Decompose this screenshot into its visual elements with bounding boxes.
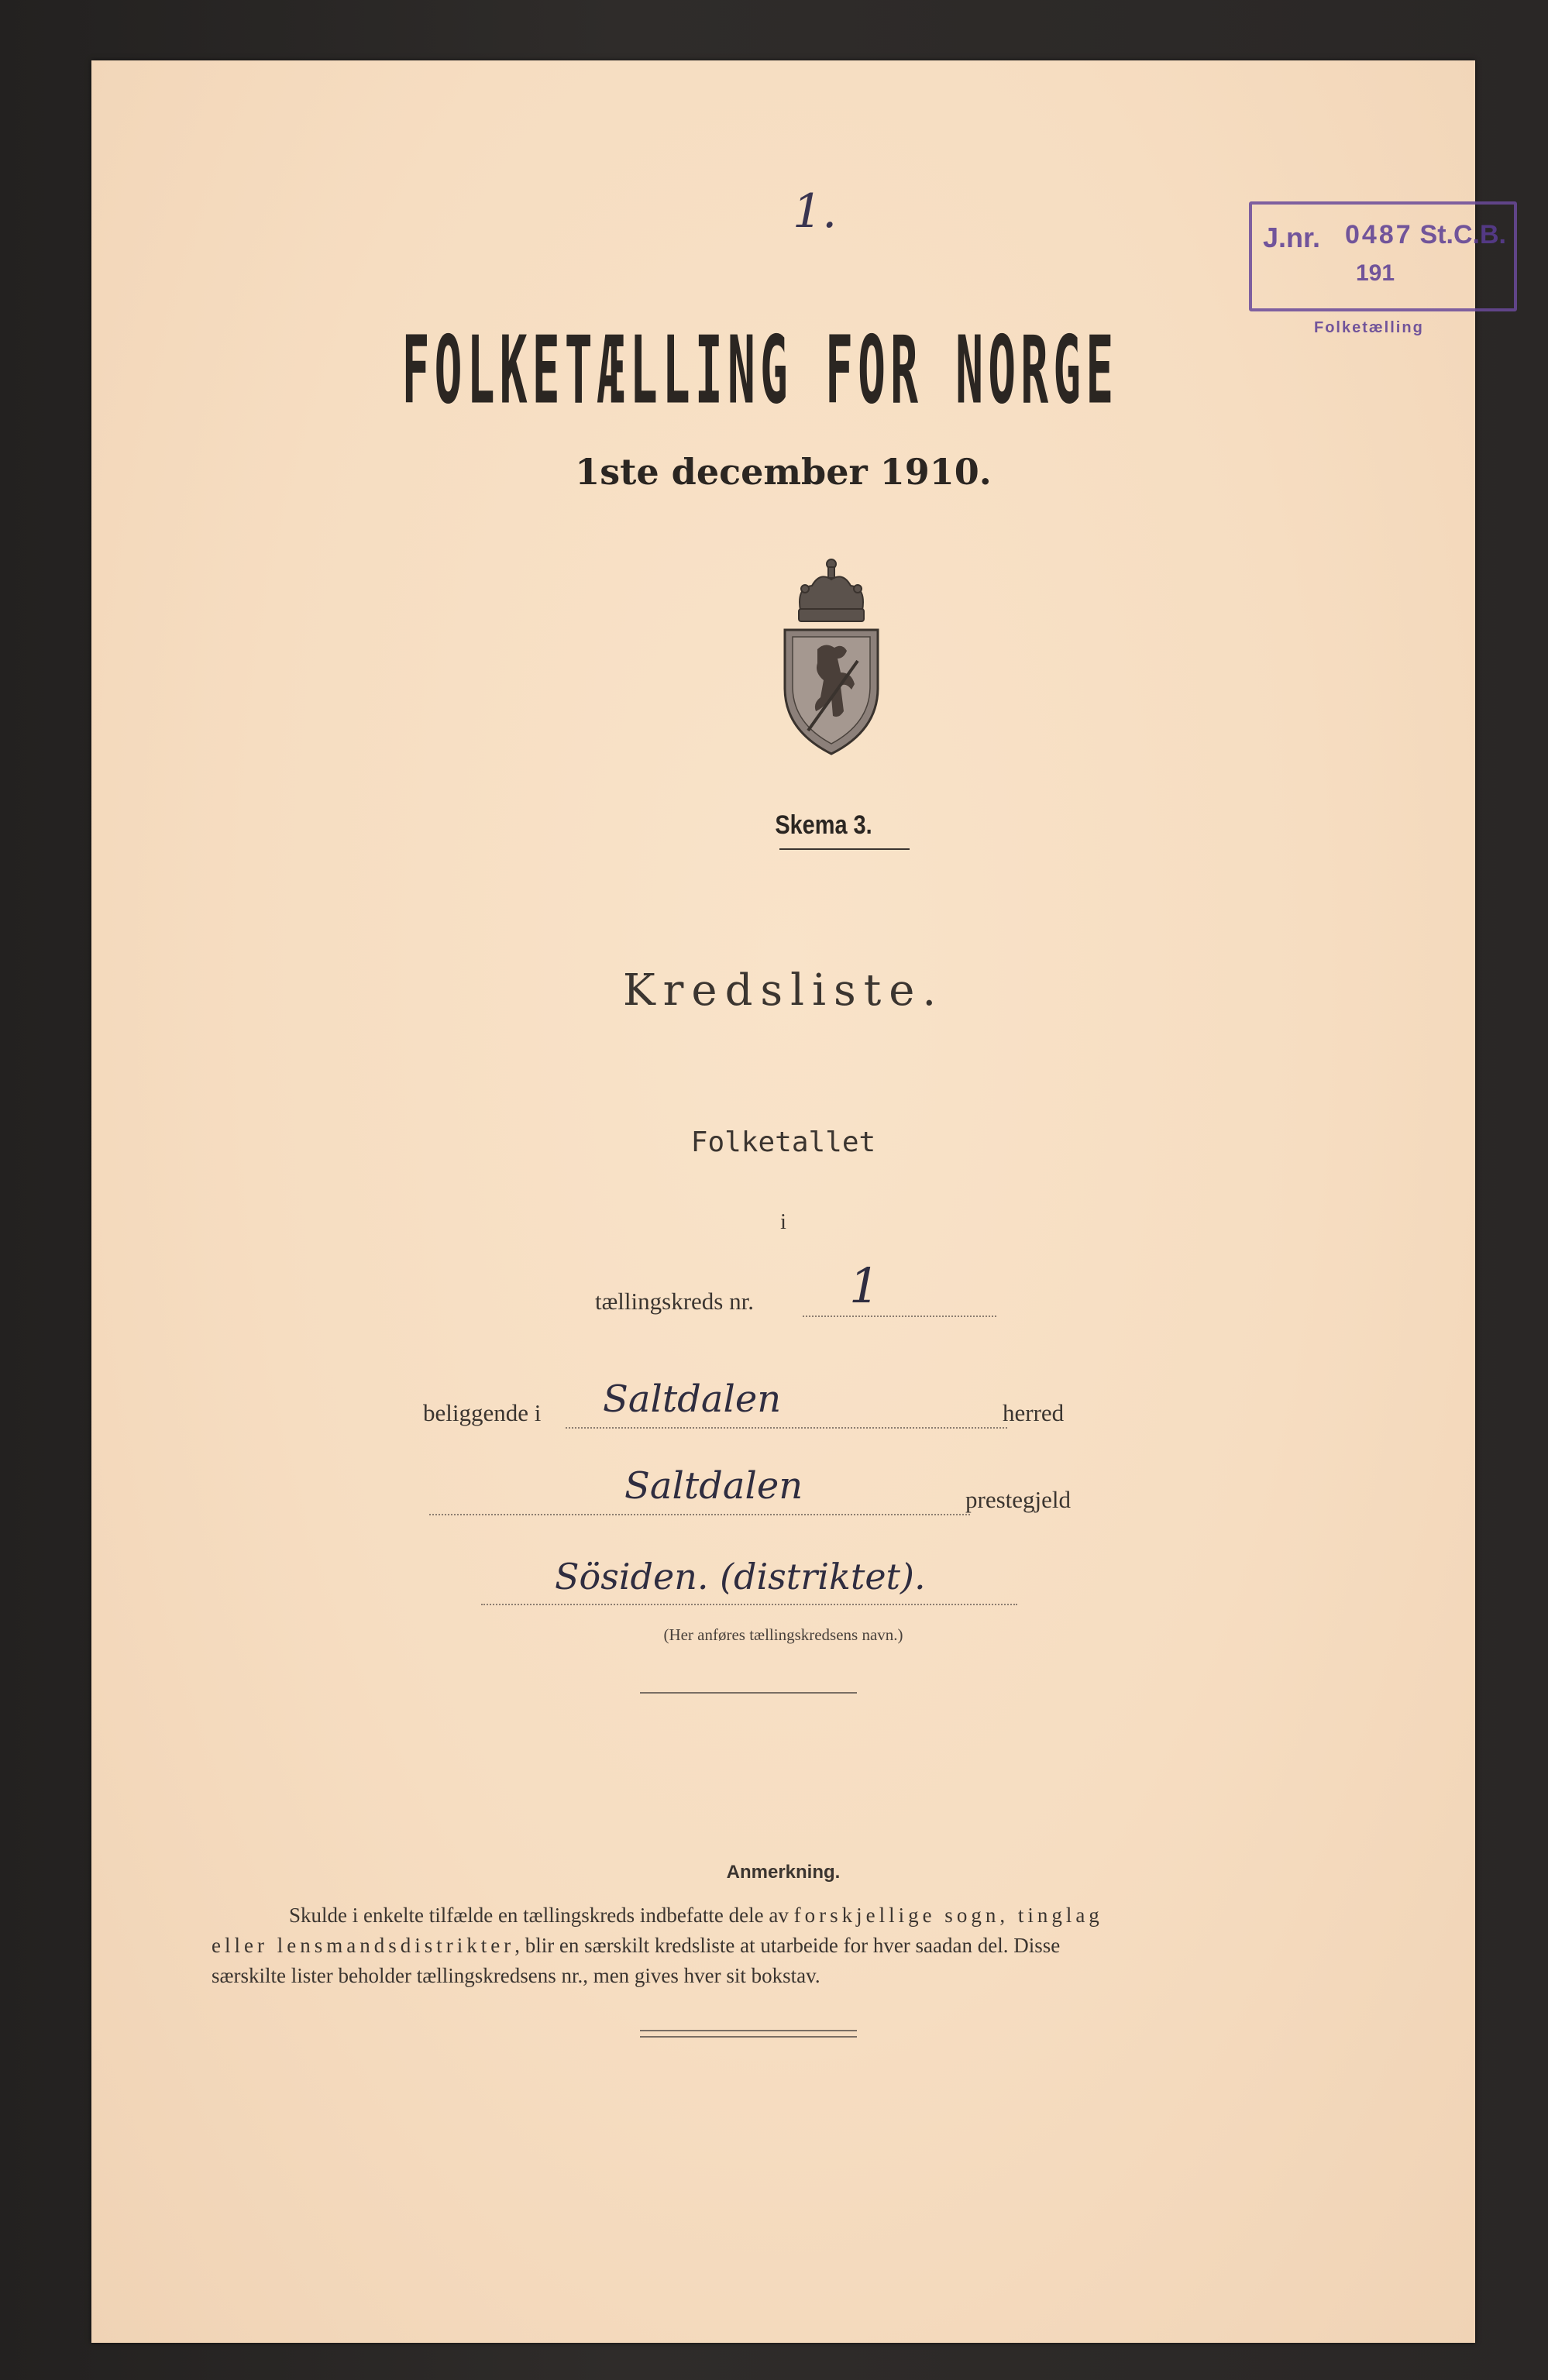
connector-word: i [780, 1210, 786, 1234]
census-date: 1ste december 1910. [575, 451, 992, 493]
archive-stamp [1249, 201, 1517, 336]
prestegjeld-dotted-line [429, 1514, 970, 1515]
note-heading: Anmerkning. [726, 1862, 841, 1883]
stamp-office: St.C.B. [1419, 220, 1506, 249]
schema-number: Skema 3. [775, 810, 872, 840]
note-line-3: særskilte lister beholder tællingskredsens nr., men gives hver sit bokstav. [212, 1964, 820, 1987]
kreds-dotted-line [803, 1316, 996, 1317]
schema-underline [779, 848, 910, 850]
herred-dotted-line [566, 1427, 1007, 1429]
beliggende-label: beliggende i [423, 1399, 542, 1426]
stamp-journal-label: J.nr. [1263, 222, 1321, 253]
note-line-2a: eller lensmandsdistrikter [212, 1934, 515, 1957]
note-line-1a: Skulde i enkelte tilfælde en tællingskreds indbefatte dele av [289, 1904, 794, 1927]
divider-top [640, 1692, 857, 1694]
note-line-1b: forskjellige sogn, tinglag [793, 1904, 1103, 1927]
census-form-sheet [91, 60, 1506, 2343]
prestegjeld-label: prestegjeld [965, 1486, 1072, 1513]
stamp-number: 0487 [1345, 220, 1413, 249]
kreds-label: tællingskreds nr. [595, 1288, 754, 1315]
kredsnavn-dotted-line [481, 1604, 1017, 1605]
kredsnavn-instruction: (Her anføres tællingskredsens navn.) [663, 1625, 903, 1644]
coat-of-arms-icon [777, 556, 886, 758]
divider-bottom-2 [640, 2036, 857, 2038]
divider-bottom-1 [640, 2030, 857, 2031]
note-line-2b: , blir en særskilt kredsliste at utarbeide for hver saadan del. Disse [514, 1934, 1061, 1957]
kredsnavn-value: Sösiden. (distriktet). [555, 1556, 926, 1598]
stamp-year: 191 [1356, 260, 1395, 286]
herred-value: Saltdalen [603, 1377, 782, 1421]
subtitle: Folketallet [690, 1126, 876, 1158]
document-title: FOLKETÆLLING FOR NORGE [401, 316, 1119, 425]
note-body [212, 1900, 1374, 1991]
stamp-label: Folketælling [1314, 319, 1424, 336]
herred-label: herred [1003, 1399, 1065, 1426]
form-title: Kredsliste. [622, 965, 944, 1016]
prestegjeld-value: Saltdalen [624, 1464, 803, 1508]
kreds-number-value: 1 [849, 1257, 880, 1314]
page-number-handwritten: 1. [793, 184, 838, 239]
